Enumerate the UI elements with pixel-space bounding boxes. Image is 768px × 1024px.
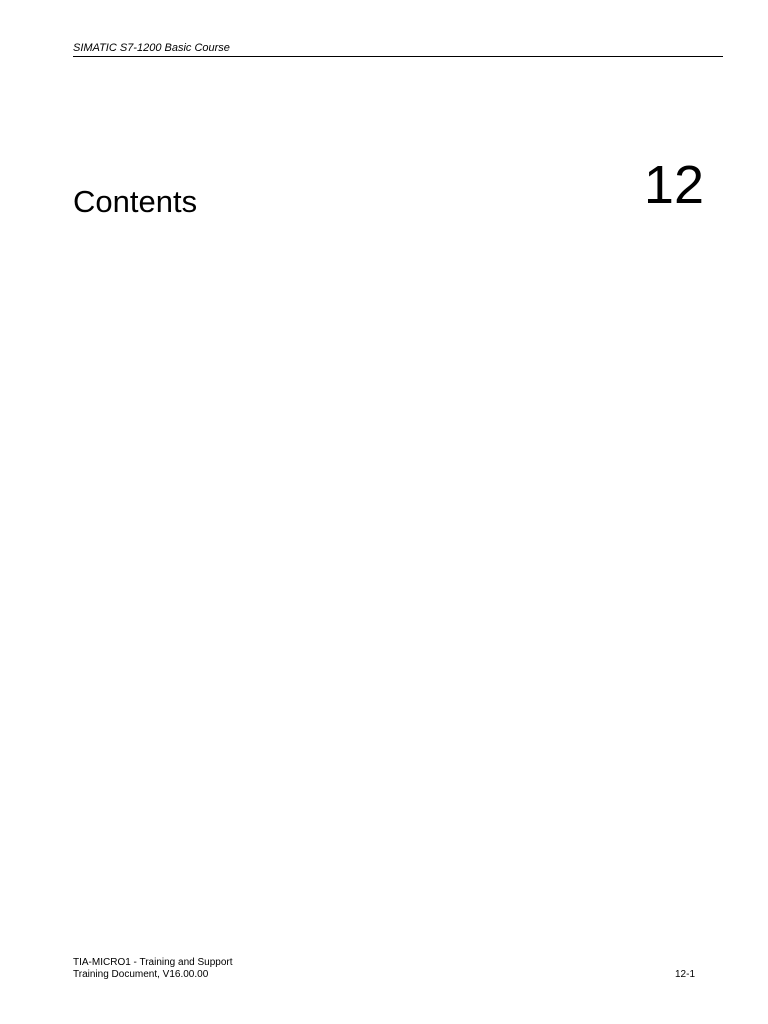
chapter-title: Contents: [73, 184, 198, 219]
chapter-number: 12: [643, 155, 704, 215]
footer-document-title: TIA-MICRO1 - Training and Support: [73, 957, 233, 968]
course-title: SIMATIC S7-1200 Basic Course: [73, 42, 230, 54]
footer-page-number: 12-1: [674, 969, 695, 980]
footer-info: [73, 957, 233, 981]
header-divider: [73, 56, 723, 57]
footer-document-version: Training Document, V16.00.00: [73, 969, 209, 980]
